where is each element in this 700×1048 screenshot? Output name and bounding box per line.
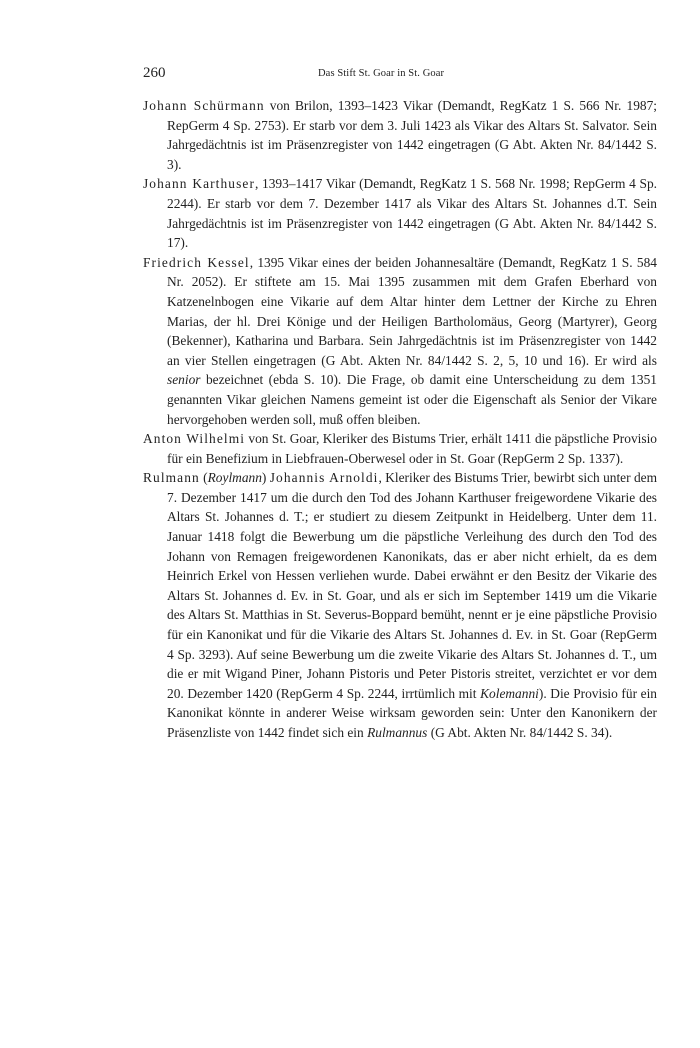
entry-name: Johann Karthuser [143, 176, 256, 192]
page-body [143, 96, 657, 743]
entry-text: bezeichnet (ebda S. 10). Die Frage, ob damit eine Unterscheidung zu dem 1351 genannten Vikar gleichen Namens gemeint ist oder die Eigenschaft als Senior der Vikare hervorgehoben werden soll, muß offen bleiben. [167, 372, 657, 427]
entry-name: Johann Schürmann [143, 98, 265, 113]
page-header [143, 65, 673, 85]
entry-text: , Kleriker des Bistums Trier, bewirbt sich unter dem 7. Dezember 1417 um die durch den Tod des Johann Karthuser freigewordene Vikarie des Altars St. Johannes d. T.; er studiert zu diesem Zeitpunkt in Heidelberg. Unter dem 11. Januar 1418 folgt die Bewerbung um die päpstliche Verleihung des durch den Tod des Johann von Remagen freigewordenen Kanonikats, das er aber nicht erhielt, da es dem Heinrich Erkel von Hessen verliehen wurde. Dabei erwähnt er den Besitz der Vikarie des Altars St. Johannes d. Ev. in St. Goar, und als er sich im September 1419 um die Vikarie des Altars St. Matthias in St. Severus-Boppard bemüht, nennt er je eine päpstliche Provisio für ein Kanonikat und für die Vikarie des Altars St. Johannes d. Ev. in St. Goar (RepGerm 4 Sp. 3293). Auf seine Bewerbung um die zweite Vikarie des Altars St. Johannes d. T., um die er mit Wigand Piner, Johann Pistoris und Peter Pistoris streitet, verzichtet er vor dem 20. Dezember 1420 (RepGerm 4 Sp. 2244, irrtümlich mit [167, 470, 657, 701]
entry-text: ( [199, 470, 208, 486]
entry-text: ). Die Provisio für ein Kanonikat könnte in anderer Weise wirksam geworden sein: Unter den Kanonikern der Präsenzliste von 1442 findet sich ein [167, 685, 657, 740]
entry-text: (G Abt. Akten Nr. 84/1442 S. 34). [427, 725, 613, 740]
entry-friedrich-kessel [143, 253, 657, 429]
entry-text: von Brilon, 1393–1423 Vikar (Demandt, RegKatz 1 S. 566 Nr. 1987; RepGerm 4 Sp. 2753). Er starb vor dem 3. Juli 1423 als Vikar des Altars St. Salvator. Sein Jahrgedächtnis ist im Präsenzregister von 1442 eingetragen (G Abt. Akten Nr. 84/1442 S. 3). [167, 98, 657, 172]
entry-name-secondary: Johannis Arnoldi [269, 470, 379, 486]
page-number: 260 [143, 65, 166, 81]
entry-name: Friedrich Kessel [143, 254, 250, 270]
italic-term: senior [167, 372, 201, 388]
italic-term: Kolemanni [480, 685, 539, 701]
entry-johann-schuermann [143, 96, 657, 174]
entry-anton-wilhelmi [143, 429, 657, 468]
entry-text: von St. Goar, Kleriker des Bistums Trier, erhält 1411 die päpstliche Provisio für ein Benefizium in Liebfrauen-Oberwesel oder in St. Goar (RepGerm 2 Sp. 1337). [167, 431, 657, 466]
entry-text: , 1393–1417 Vikar (Demandt, RegKatz 1 S. 568 Nr. 1998; RepGerm 4 Sp. 2244). Er starb vor dem 7. Dezember 1417 als Vikar des Altars St. Johannes d.T. Sein Jahrgedächtnis ist im Präsenzregister von 1442 eingetragen (G Abt. Akten Nr. 84/1442 S. 17). [167, 176, 657, 251]
entry-rulmann [143, 468, 657, 742]
running-title: Das Stift St. Goar in St. Goar [318, 68, 445, 79]
entry-text: , 1395 Vikar eines der beiden Johannesaltäre (Demandt, RegKatz 1 S. 584 Nr. 2052). Er stiftete am 15. Mai 1395 zusammen mit dem Grafen Eberhard von Katzenelnbogen eine Vikarie auf dem Altar hinter dem Lettner der Kirche zu Ehren Marias, der hl. Drei Könige und der Heiligen Bartholomäus, Georg (Martyrer), Georg (Bekenner), Katharina und Barbara. Sein Jahrgedächtnis ist im Präsenzregister von 1442 an vier Stellen eingetragen (G Abt. Akten Nr. 84/1442 S. 2, 5, 10 und 16). Er wird als [167, 254, 657, 368]
entry-name: Anton Wilhelmi [143, 431, 246, 447]
italic-term: Roylmann [207, 470, 262, 486]
italic-term: Rulmannus [367, 725, 428, 740]
entry-text: ) [261, 470, 270, 486]
entry-johann-karthuser [143, 174, 657, 252]
entry-name: Rulmann [143, 470, 200, 486]
